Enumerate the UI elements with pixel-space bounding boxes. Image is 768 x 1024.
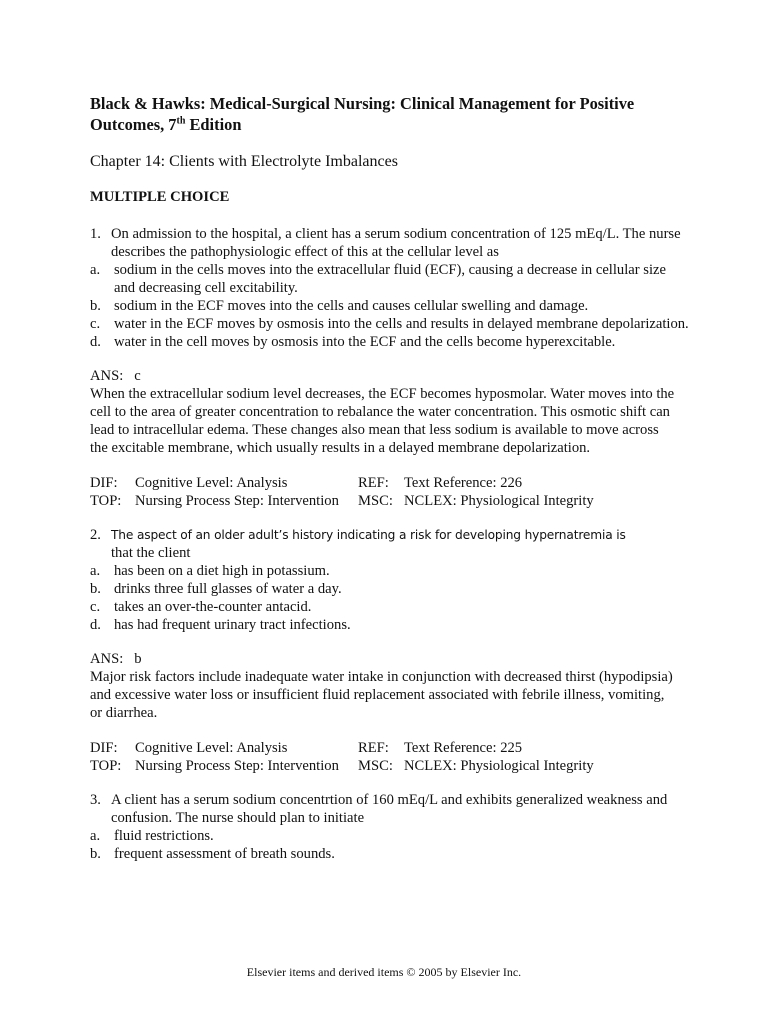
option-list (90, 827, 690, 863)
answer-line: ANS: c (90, 368, 141, 384)
question-stem-continued: that the client (111, 545, 191, 561)
rationale-text: When the extracellular sodium level decreases, the ECF becomes hyposmolar. Water moves into the cell to the area of greater concentration to rebalance the water concentration. This osmotic shift can lead to intracellular edema. These changes also mean that less sodium is available to move across the excitable membrane, which usually results in a delayed membrane depolarization. (90, 386, 675, 456)
option-b: b. sodium in the ECF moves into the cells and causes cellular swelling and damage. (90, 298, 589, 314)
rationale-text: Major risk factors include inadequate water intake in conjunction with decreased thirst (hypodipsia) and excessive water loss or insufficient fluid replacement associated with febrile illness, vomiting, or diarrhea. (90, 669, 673, 721)
option-a: a. fluid restrictions. (90, 828, 214, 844)
option-list (90, 261, 690, 351)
question-stem: 3. A client has a serum sodium concentrtion of 160 mEq/L and exhibits generalized weakness and confusion. The nurse should plan to initiate (90, 792, 668, 826)
question-number: 2. (90, 527, 101, 543)
page-footer: Elsevier items and derived items © 2005 by Elsevier Inc. (246, 965, 522, 979)
question-stem: 1. On admission to the hospital, a client has a serum sodium concentration of 125 mEq/L. The nurse describes the pathophysiologic effect of this at the cellular level as (90, 226, 681, 260)
option-d: d. has had frequent urinary tract infections. (90, 617, 351, 633)
document-page (90, 93, 690, 863)
option-c: c. water in the ECF moves by osmosis into the cells and results in delayed membrane depolarization. (90, 316, 689, 332)
question-metadata (90, 739, 690, 775)
question-2 (90, 526, 690, 775)
option-c: c. takes an over-the-counter antacid. (90, 599, 312, 615)
edition-superscript: th (176, 115, 186, 127)
book-title: Black & Hawks: Medical-Surgical Nursing: Clinical Management for Positive Outcomes, 7th Edition (90, 94, 635, 134)
option-a: a. sodium in the cells moves into the extracellular fluid (ECF), causing a decrease in cellular size and decreasing cell excitability. (90, 262, 666, 296)
question-number: 3. (90, 792, 101, 808)
chapter-title: Chapter 14: Clients with Electrolyte Imbalances (90, 153, 398, 170)
meta-row-dif: DIF: Cognitive Level: Analysis REF: Text Reference: 225 (90, 740, 523, 756)
option-d: d. water in the cell moves by osmosis into the ECF and the cells become hyperexcitable. (90, 334, 616, 350)
meta-row-dif: DIF: Cognitive Level: Analysis REF: Text Reference: 226 (90, 475, 523, 491)
meta-row-top: TOP: Nursing Process Step: Intervention MSC: NCLEX: Physiological Integrity (90, 758, 594, 774)
option-b: b. drinks three full glasses of water a day. (90, 581, 342, 597)
option-b: b. frequent assessment of breath sounds. (90, 846, 335, 862)
section-heading: MULTIPLE CHOICE (90, 189, 230, 205)
question-number: 1. (90, 226, 101, 242)
question-metadata (90, 474, 690, 510)
question-3 (90, 791, 690, 863)
question-stem: 2. The aspect of an older adult’s history indicating a risk for developing hypernatremia is (90, 527, 626, 543)
meta-row-top: TOP: Nursing Process Step: Intervention MSC: NCLEX: Physiological Integrity (90, 493, 594, 509)
option-a: a. has been on a diet high in potassium. (90, 563, 330, 579)
question-1 (90, 225, 690, 510)
option-list (90, 562, 690, 634)
answer-line: ANS: b (90, 651, 142, 667)
